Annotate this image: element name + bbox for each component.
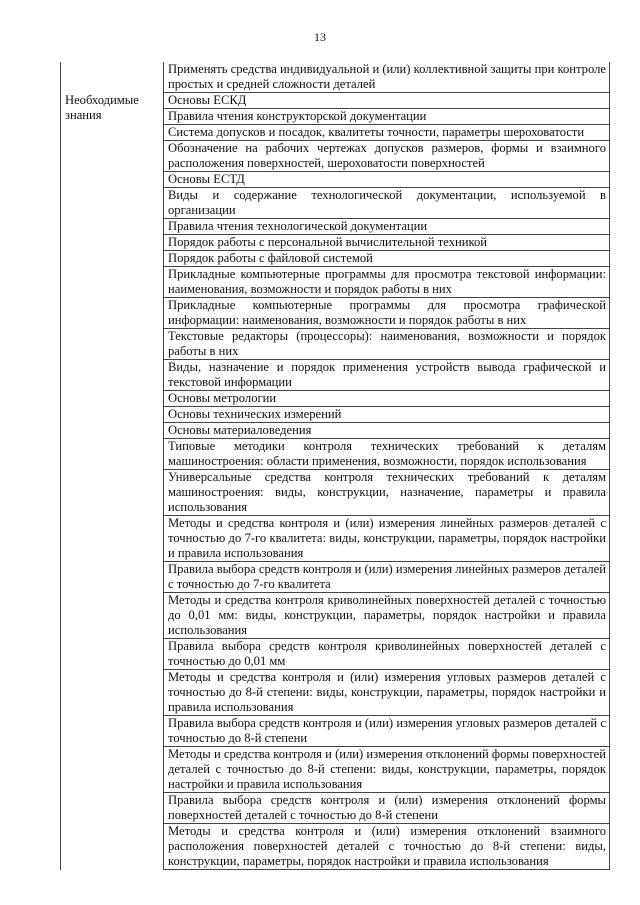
knowledge-item: Прикладные компьютерные программы для просмотра текстовой информации: наименования, возможности и порядок работы в них xyxy=(164,267,610,298)
knowledge-item: Основы ЕСКД xyxy=(164,93,610,109)
knowledge-item: Система допусков и посадок, квалитеты точности, параметры шероховатости xyxy=(164,125,610,141)
knowledge-item: Виды и содержание технологической документации, используемой в организации xyxy=(164,188,610,219)
knowledge-table-frame xyxy=(60,62,610,870)
page-number: 13 xyxy=(314,30,326,44)
label-cell-empty xyxy=(61,62,164,93)
knowledge-item: Универсальные средства контроля технических требований к деталям машиностроения: виды, конструкции, назначение, параметры и правила использования xyxy=(164,470,610,516)
knowledge-item: Прикладные компьютерные программы для просмотра графической информации: наименования, возможности и порядок работы в них xyxy=(164,298,610,329)
knowledge-table xyxy=(60,62,610,870)
knowledge-item: Основы ЕСТД xyxy=(164,172,610,188)
knowledge-item: Основы материаловедения xyxy=(164,423,610,439)
knowledge-item: Правила выбора средств контроля и (или) измерения угловых размеров деталей с точностью до 8-й степени xyxy=(164,716,610,747)
section-label: Необходимые знания xyxy=(61,93,164,870)
knowledge-item: Правила чтения технологической документации xyxy=(164,219,610,235)
knowledge-table-body xyxy=(61,62,610,870)
knowledge-item: Правила выбора средств контроля и (или) измерения отклонений формы поверхностей деталей с точностью до 8-й степени xyxy=(164,793,610,824)
knowledge-item: Порядок работы с персональной вычислительной техникой xyxy=(164,235,610,251)
knowledge-item: Основы метрологии xyxy=(164,391,610,407)
knowledge-item: Правила чтения конструкторской документации xyxy=(164,109,610,125)
table-row xyxy=(61,62,610,93)
continuation-cell: Применять средства индивидуальной и (или) коллективной защиты при контроле простых и средней сложности деталей xyxy=(164,62,610,93)
knowledge-item: Текстовые редакторы (процессоры): наименования, возможности и порядок работы в них xyxy=(164,329,610,360)
table-row xyxy=(61,93,610,109)
knowledge-item: Типовые методики контроля технических требований к деталям машиностроения: области применения, возможности, порядок использования xyxy=(164,439,610,470)
knowledge-item: Методы и средства контроля и (или) измерения отклонений взаимного расположения поверхностей деталей с точностью до 8-й степени: виды, конструкции, параметры, порядок настройки и правила использования xyxy=(164,824,610,870)
knowledge-item: Основы технических измерений xyxy=(164,407,610,423)
knowledge-item: Методы и средства контроля и (или) измерения угловых размеров деталей с точностью до 8-й степени: виды, конструкции, параметры, порядок настройки и правила использования xyxy=(164,670,610,716)
knowledge-item: Виды, назначение и порядок применения устройств вывода графической и текстовой информации xyxy=(164,360,610,391)
knowledge-item: Методы и средства контроля и (или) измерения отклонений формы поверхностей деталей с точностью до 8-й степени: виды, конструкции, параметры, порядок настройки и правила использования xyxy=(164,747,610,793)
knowledge-item: Обозначение на рабочих чертежах допусков размеров, формы и взаимного расположения поверхностей, шероховатости поверхностей xyxy=(164,141,610,172)
knowledge-item: Правила выбора средств контроля криволинейных поверхностей деталей с точностью до 0,01 мм xyxy=(164,639,610,670)
knowledge-item: Правила выбора средств контроля и (или) измерения линейных размеров деталей с точностью до 7-го квалитета xyxy=(164,562,610,593)
knowledge-item: Порядок работы с файловой системой xyxy=(164,251,610,267)
knowledge-item: Методы и средства контроля и (или) измерения линейных размеров деталей с точностью до 7-го квалитета: виды, конструкции, параметры, порядок настройки и правила использования xyxy=(164,516,610,562)
knowledge-item: Методы и средства контроля криволинейных поверхностей деталей с точностью до 0,01 мм: виды, конструкции, параметры, порядок настройки и правила использования xyxy=(164,593,610,639)
